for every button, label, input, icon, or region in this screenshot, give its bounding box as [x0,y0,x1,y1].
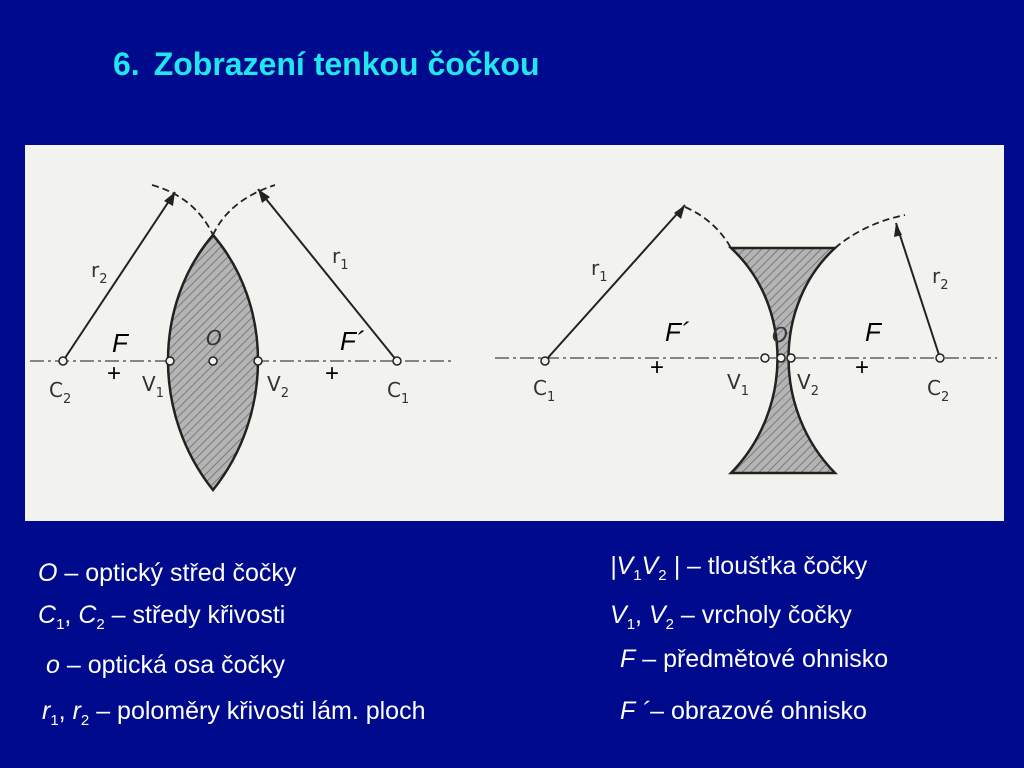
point-c2-right [936,354,944,362]
arc-surface-1-right [685,207,731,248]
label-c1-right: $C_1$ [533,376,556,405]
label-f-left: F [112,328,128,358]
label-o-left: O [206,326,222,350]
legend-centers-of-curvature: $C_1$, $C_2$ – středy křivosti [38,601,286,633]
label-r2-right: $r_2$ [932,264,949,293]
lens-diagram-panel [25,145,1004,521]
point-v2-right [787,354,795,362]
label-v1-right: $V_1$ [727,370,749,399]
title-number: 6. [113,46,140,82]
legend-optical-center: O – optický střed čočky [38,559,297,587]
label-c2-right: $C_2$ [927,376,950,405]
focus-plus-f-right: + [855,354,870,381]
arc-surface-1-left [152,185,213,235]
lens-diagram [25,145,1004,521]
radius-r1-right [545,205,685,361]
arrowhead-r2-right [894,223,902,237]
title-text: Zobrazení tenkou čočkou [153,46,540,82]
label-v2-left: $V_2$ [267,372,289,401]
label-f-prime-right: F´ [665,317,690,347]
label-r2-left: $r_2$ [91,258,108,287]
point-c1-left [393,357,401,365]
radius-r1-left [258,189,397,361]
arc-surface-2-left [213,185,275,235]
label-r1-left: $r_1$ [332,244,349,273]
focus-plus-f-prime-right: + [650,354,665,381]
focus-plus-f-prime-left: + [325,360,340,387]
label-v2-right: $V_2$ [797,370,819,399]
legend-vertices: $V_1$, $V_2$ – vrcholy čočky [610,601,852,633]
radius-r2-right [896,223,940,358]
diverging-lens-group [495,205,997,473]
label-c1-left: $C_1$ [387,378,410,407]
slide-title [113,46,540,83]
point-v2-left [254,357,262,365]
label-r1-right: $r_1$ [591,256,608,285]
legend-object-focus: F – předmětové ohnisko [620,645,889,673]
arc-surface-2-right [835,215,905,248]
point-c2-left [59,357,67,365]
converging-lens-group [30,185,453,490]
point-c1-right [541,357,549,365]
label-f-prime-left: F´ [340,326,365,356]
label-c2-left: $C_2$ [49,378,72,407]
point-v1-right [761,354,769,362]
legend-thickness: $|V_1V_2$ | – tloušťka čočky [610,552,868,584]
legend-image-focus: F ´– obrazové ohnisko [620,697,867,725]
point-v1-left [166,357,174,365]
label-f-right: F [865,317,881,347]
label-v1-left: $V_1$ [142,372,164,401]
legend-radii: $r_1$, $r_2$ – poloměry křivosti lám. ploch [42,697,426,729]
point-o-left [209,357,217,365]
legend-optical-axis: o – optická osa čočky [46,651,286,679]
label-o-right: O [772,323,788,347]
focus-plus-f-left: + [107,360,122,387]
point-o-right [777,354,785,362]
